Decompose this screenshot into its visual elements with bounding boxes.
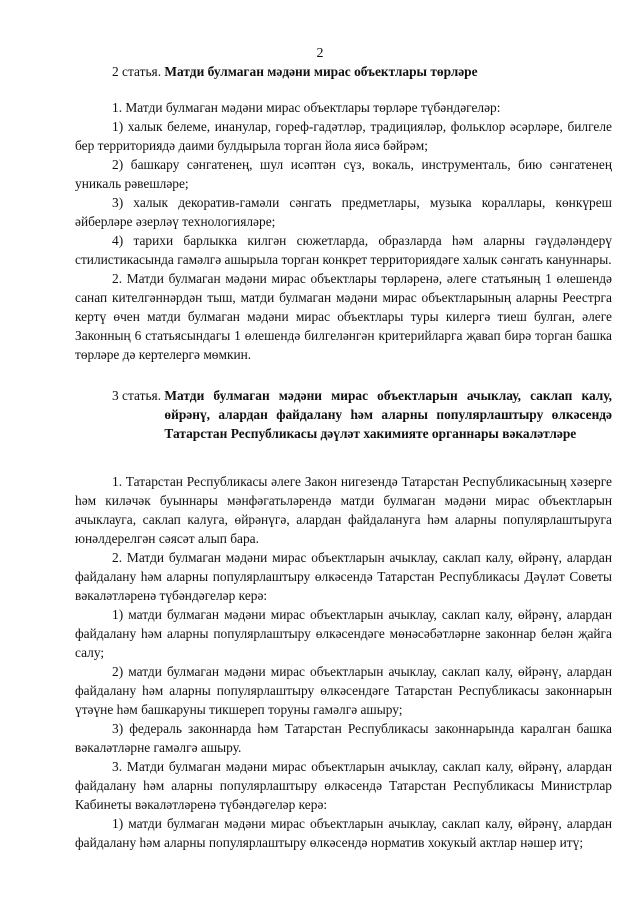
paragraph: 1. Матди булмаган мәдәни мирас объектлары төрләре түбәндәгеләр:	[112, 100, 501, 115]
paragraph: 1) матди булмаган мәдәни мирас объектларын ачыклау, саклап калу, өйрәнү, алардан файдалану һәм аларны популярлаштыру өлкәсендәге мөнәсәбәтләрне законнар белән җайга салу;	[75, 607, 612, 660]
paragraph: 1. Татарстан Республикасы әлеге Закон нигезендә Татарстан Республикасының хәзерге һәм киләчәк буыннары мәнфәгатьләрендә матди булмаган мәдәни мирас объектларын ачыклауга, саклап калуга, өйрәнүгә, алардан файдалануга һәм аларны популярлаштыруга юнәлдерелгән сәясәт алып бара.	[75, 474, 612, 546]
document-body	[75, 62, 612, 852]
paragraph: 2) башкару сәнгатенең, шул исәптән сүз, вокаль, инструменталь, бию сәнгатенең уникаль рәвешләре;	[75, 157, 612, 191]
page-number: 2	[316, 46, 324, 61]
paragraph: 3) халык декоратив-гамәли сәнгать предметлары, музыка кораллары, көнкүреш әйберләре әзерләү технологияләре;	[75, 195, 612, 229]
article-2-heading	[75, 62, 612, 81]
paragraph: 3) федераль законнарда һәм Татарстан Республикасы законнарында каралган башка вәкаләтләрне гамәлгә ашыру.	[75, 721, 612, 755]
paragraph: 1) матди булмаган мәдәни мирас объектларын ачыклау, саклап калу, өйрәнү, алардан файдалану һәм аларны популярлаштыру өлкәсендә норматив хокукый актлар нәшер итү;	[75, 816, 612, 850]
article-3-number: 3 статья.	[112, 388, 165, 403]
article-2	[75, 62, 612, 364]
paragraph: 4) тарихи барлыкка килгән сюжетларда, образларда һәм аларны гәүдәләндерү стилистикасында гамәлгә ашырыла торган конкрет территориядәге халык сәнгать кануннары.	[75, 233, 612, 267]
paragraph: 2. Матди булмаган мәдәни мирас объектлары төрләренә, әлеге статьяның 1 өлешендә санап кителгәннәрдән тыш, матди булмаган мәдәни мирас объектларының аларны Реестрга кертү өчен матди булмаган мәдәни мирас объектлары туры килергә тиеш булган, әлеге Законның 6 статьясындагы 1 өлешендә билгеләнгән критерийларга җавап бирә торган башка төрләре дә кертелергә мөмкин.	[75, 271, 612, 362]
article-3-heading	[75, 386, 612, 443]
article-2-title: Матди булмаган мәдәни мирас объектлары төрләре	[164, 64, 478, 79]
paragraph: 2. Матди булмаган мәдәни мирас объектларын ачыклау, саклап калу, өйрәнү, алардан файдалану һәм аларны популярлаштыру өлкәсендә Татарстан Республикасы Дәүләт Советы вәкаләтләренә түбәндәгеләр керә:	[75, 550, 612, 603]
article-3-title: Матди булмаган мәдәни мирас объектларын ачыклау, саклап калу, өйрәнү, алардан файдалану һәм аларны популярлаштыру өлкәсендә Татарстан Республикасы дәүләт хакимияте органнары вәкаләтләре	[164, 388, 612, 441]
paragraph: 2) матди булмаган мәдәни мирас объектларын ачыклау, саклап калу, өйрәнү, алардан файдалану һәм аларны популярлаштыру өлкәсендәге Татарстан Республикасы законнарын үтәүне һәм башкаруны тикшереп торуны гамәлгә ашыру;	[75, 664, 612, 717]
paragraph: 1) халык белеме, инанулар, гореф-гадәтләр, традицияләр, фольклор әсәрләре, билгеле бер территориядә даими булдырыла торган йола яисә бәйрәм;	[75, 119, 612, 153]
article-2-number: 2 статья.	[112, 64, 165, 79]
paragraph: 3. Матди булмаган мәдәни мирас объектларын ачыклау, саклап калу, өйрәнү, алардан файдалану һәм аларны популярлаштыру өлкәсендә Татарстан Республикасы Министрлар Кабинеты вәкаләтләренә түбәндәгеләр керә:	[75, 759, 612, 812]
article-3	[75, 386, 612, 852]
